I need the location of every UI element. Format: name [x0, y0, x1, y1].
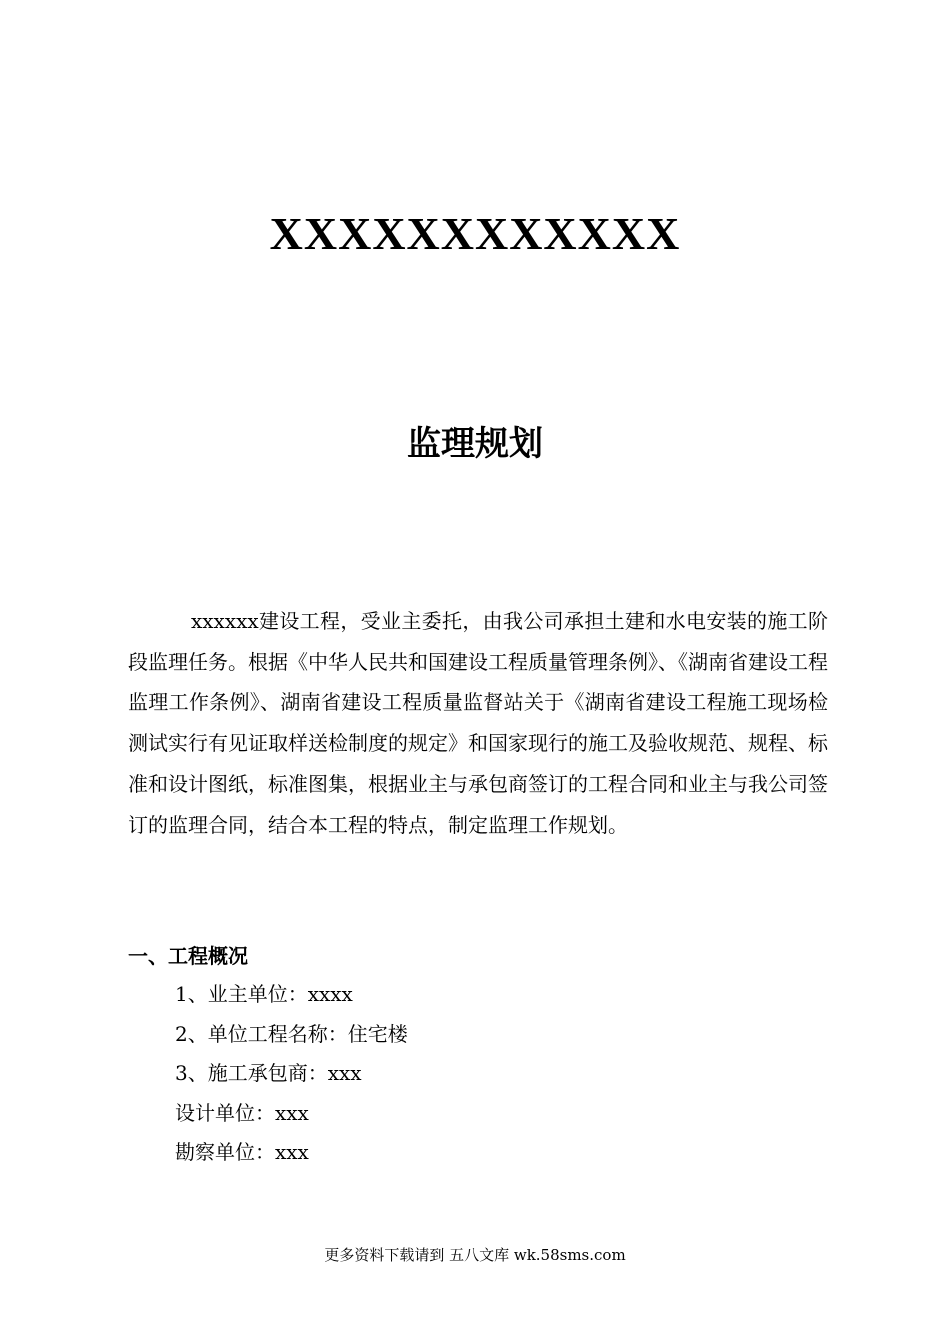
intro-paragraph: xxxxxx建设工程，受业主委托，由我公司承担土建和水电安装的施工阶段监理任务。根据《中华人民共和国建设工程质量管理条例》、《湖南省建设工程监理工作条例》、湖南省建设工程质量监督站关于《湖南省建设工程施工现场检测试实行有见证取样送检制度的规定》和国家现行的施工及验收规范、规程、标准和设计图纸，标准图集，根据业主与承包商签订的工程合同和业主与我公司签订的监理合同，结合本工程的特点，制定监理工作规划。 — [128, 609, 828, 837]
overview-item-designer: 设计单位：xxx — [175, 1100, 309, 1125]
document-title: 监理规划 — [407, 424, 543, 464]
overview-item-project-name: 2、单位工程名称：住宅楼 — [175, 1021, 408, 1046]
footer-download-note: 更多资料下载请到 五八文库 wk.58sms.com — [324, 1246, 626, 1264]
overview-item-owner: 1、业主单位：xxxx — [175, 982, 353, 1006]
section-heading-project-overview: 一、工程概况 — [128, 944, 248, 968]
project-overview-list — [175, 975, 408, 1173]
overview-item-contractor: 3、施工承包商：xxx — [175, 1061, 362, 1085]
overview-item-surveyor: 勘察单位：xxx — [175, 1140, 309, 1164]
project-title: XXXXXXXXXXXX — [269, 208, 681, 259]
